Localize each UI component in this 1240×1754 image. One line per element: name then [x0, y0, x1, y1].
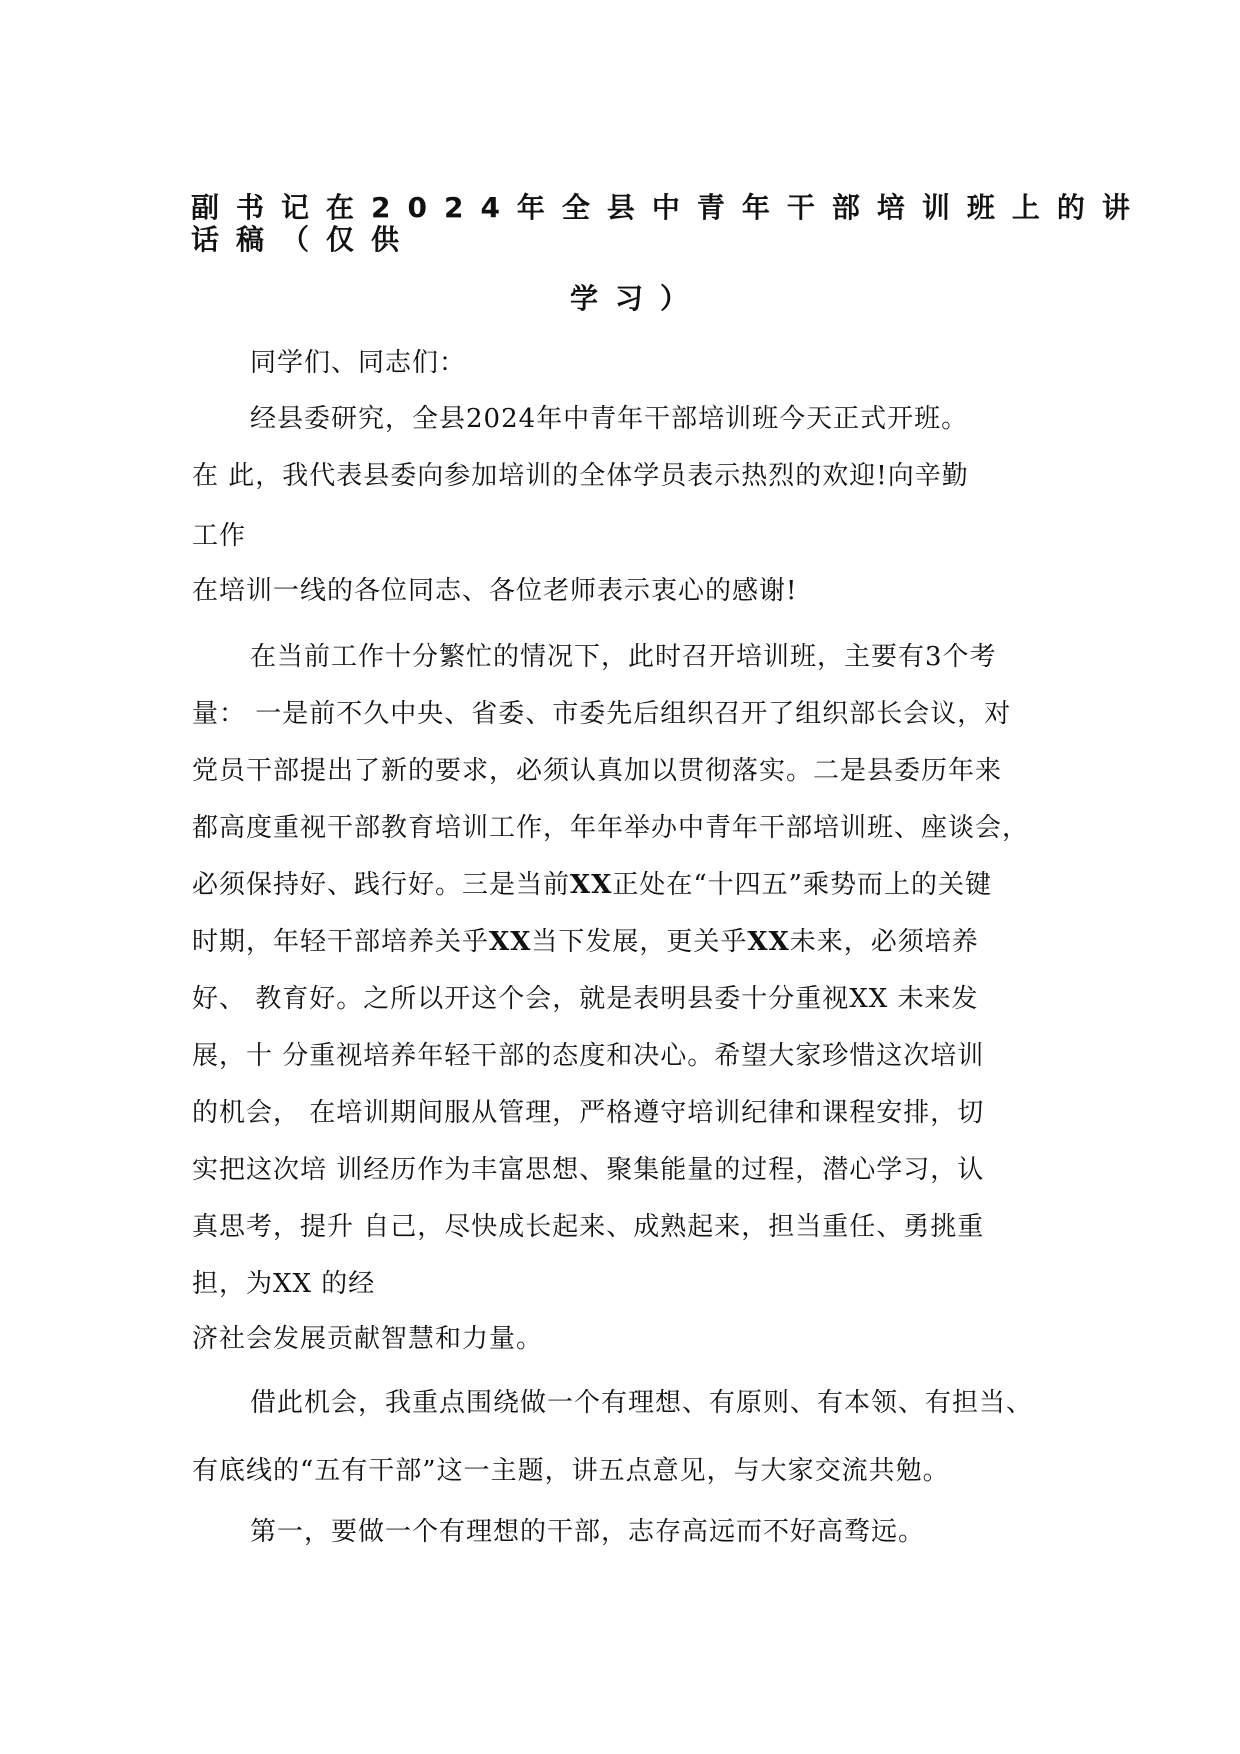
- paragraph-3-line-2: 有底线的“五有干部”这一主题，讲五点意见，与大家交流共勉。: [192, 1456, 950, 1486]
- placeholder-xx-bold: XX: [489, 927, 532, 957]
- paragraph-3-line-1: 借此机会，我重点围绕做一个有理想、有原则、有本领、有担当、: [250, 1388, 1034, 1418]
- paragraph-2-line-3: 党员干部提出了新的要求，必须认真加以贯彻落实。二是县委历年来: [192, 756, 1003, 786]
- paragraph-1-line-4: 在培训一线的各位同志、各位老师表示衷心的感谢!: [192, 576, 798, 606]
- paragraph-2-line-5-text-c: 正处在“十四五”乘势而上的关键: [612, 870, 992, 900]
- paragraph-1-line-1: 经县委研究，全县2024年中青年干部培训班今天正式开班。: [250, 404, 969, 434]
- paragraph-2-line-10: 实把这次培 训经历作为丰富思想、聚集能量的过程，潜心学习，认: [192, 1155, 985, 1185]
- paragraph-2-line-6-text-a: 时期，年轻干部培养关乎: [192, 927, 490, 957]
- paragraph-2-line-1: 在当前工作十分繁忙的情况下，此时召开培训班，主要有3个考: [250, 642, 997, 672]
- placeholder-xx-bold: XX: [747, 927, 790, 957]
- paragraph-1-line-3: 工作: [192, 521, 247, 551]
- paragraph-4-line-1: 第一，要做一个有理想的干部，志存高远而不好高骛远。: [250, 1517, 926, 1547]
- paragraph-2-line-6-text-e: 未来，必须培养: [789, 927, 979, 957]
- document-title-line-3: 学习）: [570, 282, 706, 315]
- paragraph-2-line-6: [192, 929, 979, 955]
- paragraph-2-line-4: 都高度重视干部教育培训工作，年年举办中青年干部培训班、座谈会，: [192, 813, 1030, 843]
- paragraph-2-line-2: 量： 一是前不久中央、省委、市委先后组织召开了组织部长会议，对: [192, 699, 1012, 729]
- paragraph-2-line-12: 担，为XX 的经: [192, 1269, 376, 1299]
- paragraph-2-line-13: 济社会发展贡献智慧和力量。: [192, 1324, 544, 1354]
- paragraph-2-line-9: 的机会， 在培训期间服从管理，严格遵守培训纪律和课程安排，切: [192, 1098, 985, 1128]
- paragraph-2-line-5: [192, 872, 992, 898]
- paragraph-2-line-8: 展，十 分重视培养年轻干部的态度和决心。希望大家珍惜这次培训: [192, 1041, 985, 1071]
- placeholder-xx-bold: XX: [570, 870, 613, 900]
- paragraph-2-line-7: 好、 教育好。之所以开这个会，就是表明县委十分重视XX 未来发: [192, 984, 979, 1014]
- paragraph-1-line-2: 在 此，我代表县委向参加培训的全体学员表示热烈的欢迎!向辛勤: [192, 461, 969, 491]
- paragraph-2-line-6-text-c: 当下发展，更关乎: [531, 927, 748, 957]
- paragraph-2-line-11: 真思考，提升 自己，尽快成长起来、成熟起来，担当重任、勇挑重: [192, 1212, 985, 1242]
- document-title-line-2: 话稿（仅供: [191, 223, 417, 256]
- salutation: 同学们、同志们：: [250, 348, 467, 378]
- paragraph-2-line-5-text-a: 必须保持好、践行好。三是当前: [192, 870, 571, 900]
- document-title-line-1: 副书记在2024年全县中青年干部培训班上的讲: [191, 191, 1147, 224]
